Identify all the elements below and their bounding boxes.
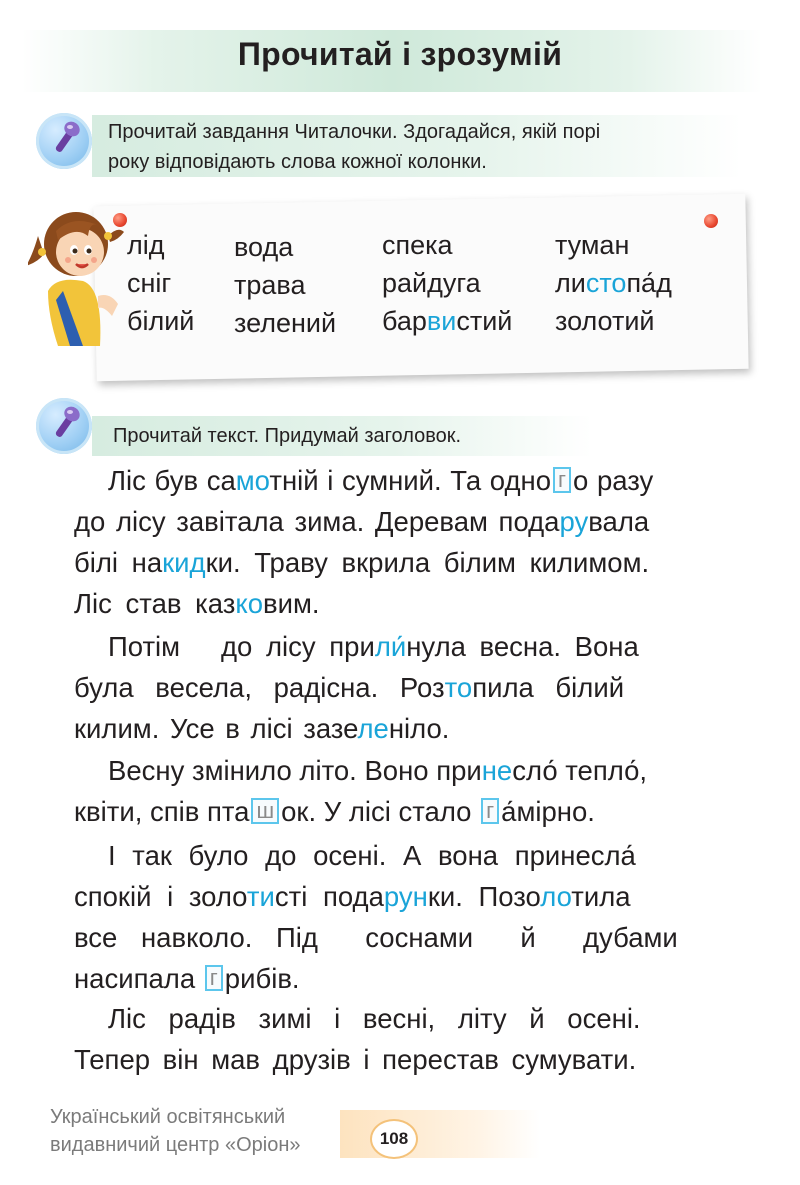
text-line: квіти, спів пта ш ок. У лісі стало г а́мірно. — [74, 796, 595, 827]
task1-line1: Прочитай завдання Читалочки. Здогадайся, якій порі — [108, 121, 601, 143]
publisher-credit — [50, 1103, 301, 1159]
microphone-icon — [36, 398, 92, 454]
text-line: Ліс був самотній і сумний. Та одно г о разу — [108, 465, 654, 496]
text-line: Весну змінило літо. Воно принесло́ тепло́, — [108, 755, 648, 786]
word-voda: вода — [234, 232, 294, 262]
paragraph-2 — [74, 626, 726, 749]
word-zolotyi: золотий — [555, 306, 655, 336]
page-number: 108 — [370, 1119, 418, 1159]
publisher-line1: Український освітянський — [50, 1106, 286, 1128]
text-line: килим. Усе в лісі зазеленіло. — [74, 713, 450, 744]
word-lid: лід — [127, 230, 165, 260]
word-bilyi: білий — [127, 306, 195, 336]
word-speka: спека — [382, 230, 453, 260]
text-line: Потім до лісу прили́нула весна. Вона — [108, 631, 639, 662]
paragraph-3 — [74, 750, 726, 832]
word-lystopad: листопа́д — [555, 268, 672, 298]
letter-box: г — [481, 798, 499, 824]
text-line: білі накидки. Траву вкрила білим килимом. — [74, 547, 650, 578]
word-zelenyi: зелений — [234, 308, 337, 338]
paragraph-4 — [74, 835, 726, 999]
word-tuman: туман — [555, 230, 630, 260]
paragraph-5 — [74, 998, 726, 1080]
word-barvystyi: барвистий — [382, 306, 513, 336]
word-raiduha: райдуга — [382, 268, 481, 298]
girl-character — [28, 196, 128, 346]
text-line: насипала г рибів. — [74, 963, 300, 994]
text-line: Ліс радів зимі і весні, літу й осені. — [108, 1003, 641, 1034]
word-trava: трава — [234, 270, 306, 300]
task1-line2: року відповідають слова кожної колонки. — [108, 151, 487, 173]
letter-box: г — [205, 965, 223, 991]
text-line: Ліс став казковим. — [74, 588, 320, 619]
text-line: І так було до осені. А вона принесла́ — [108, 840, 636, 871]
text-line: до лісу завітала зима. Деревам подарувала — [74, 506, 650, 537]
paragraph-1 — [74, 460, 726, 624]
task1-instruction — [108, 117, 600, 177]
letter-box: г — [553, 467, 571, 493]
page-title: Прочитай і зрозумій — [237, 36, 563, 72]
task2-instruction: Прочитай текст. Придумай заголовок. — [113, 425, 462, 447]
text-line: все навколо. Під соснами й дубами — [74, 922, 678, 953]
text-line: Тепер він мав друзів і перестав сумувати. — [74, 1044, 637, 1075]
text-line: спокій і золотисті подарунки. Позолотила — [74, 881, 631, 912]
publisher-line2: видавничий центр «Оріон» — [50, 1134, 301, 1156]
letter-box: ш — [251, 798, 279, 824]
microphone-icon — [36, 113, 92, 169]
word-snih: сніг — [127, 268, 172, 298]
text-line: була весела, радісна. Розтопила білий — [74, 672, 625, 703]
pin-icon — [704, 214, 718, 228]
